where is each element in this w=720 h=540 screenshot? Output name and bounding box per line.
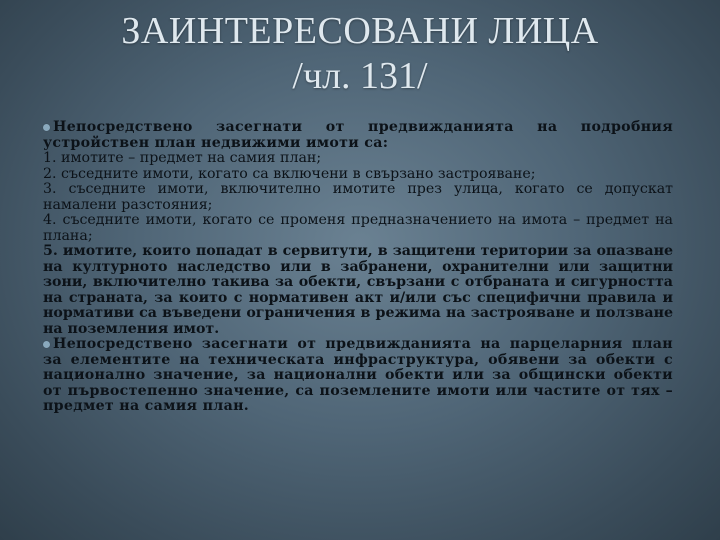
- bullet-paragraph-2-text: Непосредствено засегнати от предвижданията на парцеларния план за елементите на техническата инфраструктура, обявени за обекти с национално значение, за национални обекти или за общински обекти от първостепенно значение, са поземлените имоти или частите от тях – предмет на самия план.: [43, 336, 673, 414]
- list-item-2: 2. съседните имоти, когато са включени в свързано застрояване;: [43, 165, 536, 182]
- list-item-5: 5. имотите, които попадат в сервитути, в защитени територии за опазване на културното наследство или в забранени, охранителни или защитни зони, включително такива за обекти, свързани с отбраната и сигурността на страната, за които с нормативен акт и/или със специфични правила и нормативи са въведени ограничения в режима на застрояване и ползване на поземления имот.: [43, 243, 673, 337]
- bullet-paragraph-1-text: Непосредствено засегнати от предвижданията на подробния устройствен план недвижими имоти са:: [43, 119, 673, 151]
- list-item-3: 3. съседните имоти, включително имотите през улица, когато се допускат намалени разстояния;: [43, 181, 673, 213]
- slide-body: [43, 120, 673, 415]
- bullet-dot-icon: [43, 341, 50, 348]
- list-item-1: 1. имотите – предмет на самия план;: [43, 150, 322, 166]
- slide-title: ЗАИНТЕРЕСОВАНИ ЛИЦА: [121, 10, 599, 52]
- slide-subtitle: /чл. 131/: [292, 55, 428, 97]
- bullet-dot-icon: [43, 124, 50, 131]
- list-item-4: 4. съседните имоти, когато се променя предназначението на имота – предмет на плана;: [43, 212, 673, 244]
- bullet-paragraph-2: [43, 337, 673, 415]
- bullet-paragraph-1: [43, 120, 673, 151]
